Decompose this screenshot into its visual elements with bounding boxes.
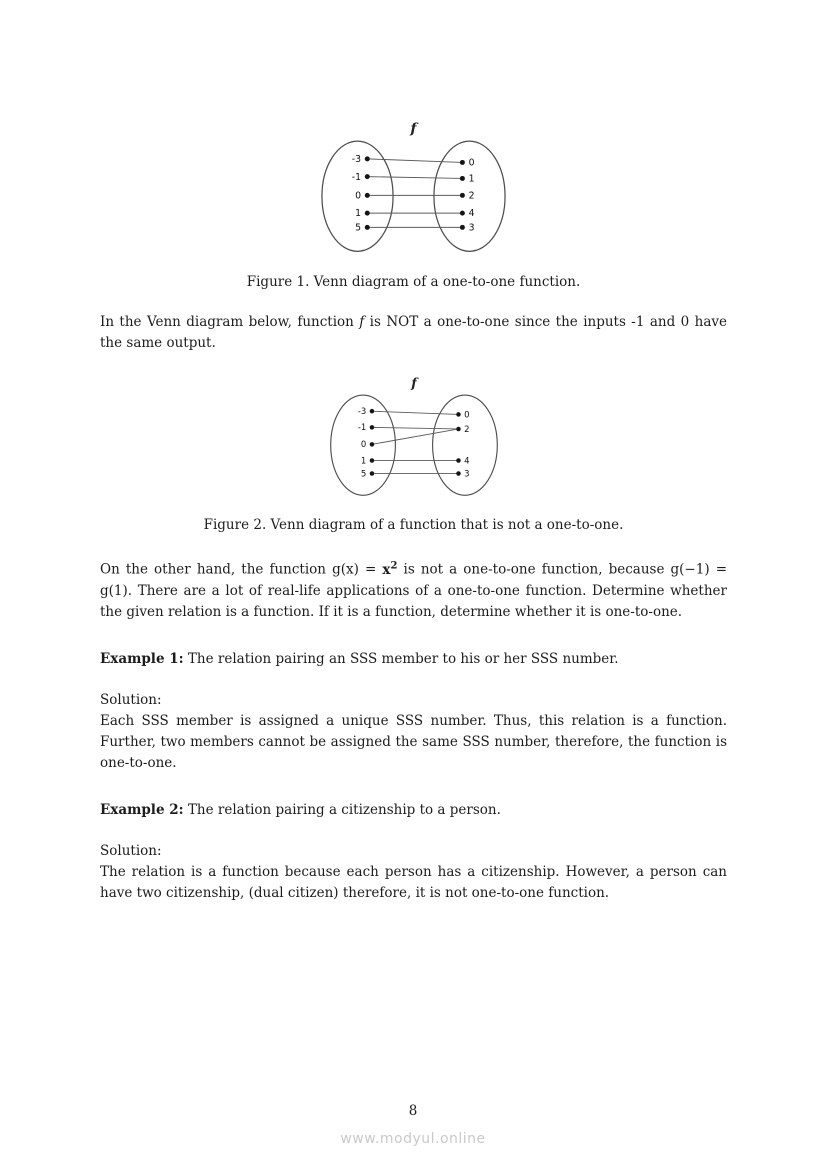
x-squared-expression [382,562,397,578]
figure-2 [100,374,727,533]
svg-text:0: 0 [468,157,475,169]
svg-text:3: 3 [463,469,470,480]
math-base: x [382,561,391,578]
intro-text-before: In the Venn diagram below, function [100,314,360,330]
gx-paragraph [100,555,727,623]
example-2-solution-label: Solution: [100,842,162,859]
svg-text:-3: -3 [357,407,366,418]
example-2-label: Example 2: [100,801,184,818]
example-1-solution-label: Solution: [100,691,162,708]
svg-text:0: 0 [463,410,470,421]
svg-text:1: 1 [360,456,366,467]
figure-2-caption: Figure 2. Venn diagram of a function that is not a one-to-one. [203,517,624,533]
svg-text:2: 2 [463,424,470,435]
svg-text:5: 5 [360,469,366,480]
example-1-text: The relation pairing an SSS member to his or her SSS number. [183,650,619,667]
example-2-solution-text: The relation is a function because each person has a citizenship. However, a person can have two citizenship, (dual citizen) therefore, it is not one-to-one function. [100,863,727,901]
example-1-heading [100,649,727,670]
function-f-symbol: f [359,314,365,330]
intro-text-after: is NOT a one-to-one since the inputs -1 and 0 have the same output. [100,314,728,351]
svg-text:-1: -1 [357,423,366,434]
svg-text:2: 2 [468,190,475,202]
venn-diagram-not-one-to-one-function [321,374,507,505]
intro-paragraph [100,312,727,354]
svg-text:1: 1 [355,208,362,220]
svg-text:4: 4 [463,456,470,467]
svg-text:0: 0 [355,190,362,202]
svg-text:3: 3 [468,222,475,234]
svg-text:f: f [410,121,417,138]
figure-1 [100,118,727,290]
example-2-text: The relation pairing a citizenship to a person. [183,801,501,818]
svg-text:0: 0 [360,440,366,451]
venn-diagram-one-to-one-function [311,118,516,262]
svg-text:1: 1 [468,173,475,185]
figure-1-caption: Figure 1. Venn diagram of a one-to-one function. [246,274,581,290]
gx-text-before: On the other hand, the function g(x) = [100,561,383,578]
svg-text:-3: -3 [351,154,362,165]
svg-text:-1: -1 [351,171,362,183]
gx-text-after: is not a one-to-one function, because g(−1) = g(1). There are a lot of real-life applications of a one-to-one function. Determine whether the given relation is a function. If it is a function, determine whether it is one-to-one. [100,561,728,620]
svg-text:4: 4 [468,208,475,220]
example-1-solution-text: Each SSS member is assigned a unique SSS number. Thus, this relation is a function. Further, two members cannot be assigned the same SSS number, therefore, the function is one-to-one. [100,712,727,771]
page-number: 8 [408,1103,418,1119]
example-1-label: Example 1: [100,650,184,667]
example-2-heading [100,800,727,821]
svg-text:f: f [410,376,417,392]
svg-text:5: 5 [355,222,362,234]
math-exponent: 2 [390,560,398,571]
watermark-url: www.modyul.online [340,1131,486,1147]
